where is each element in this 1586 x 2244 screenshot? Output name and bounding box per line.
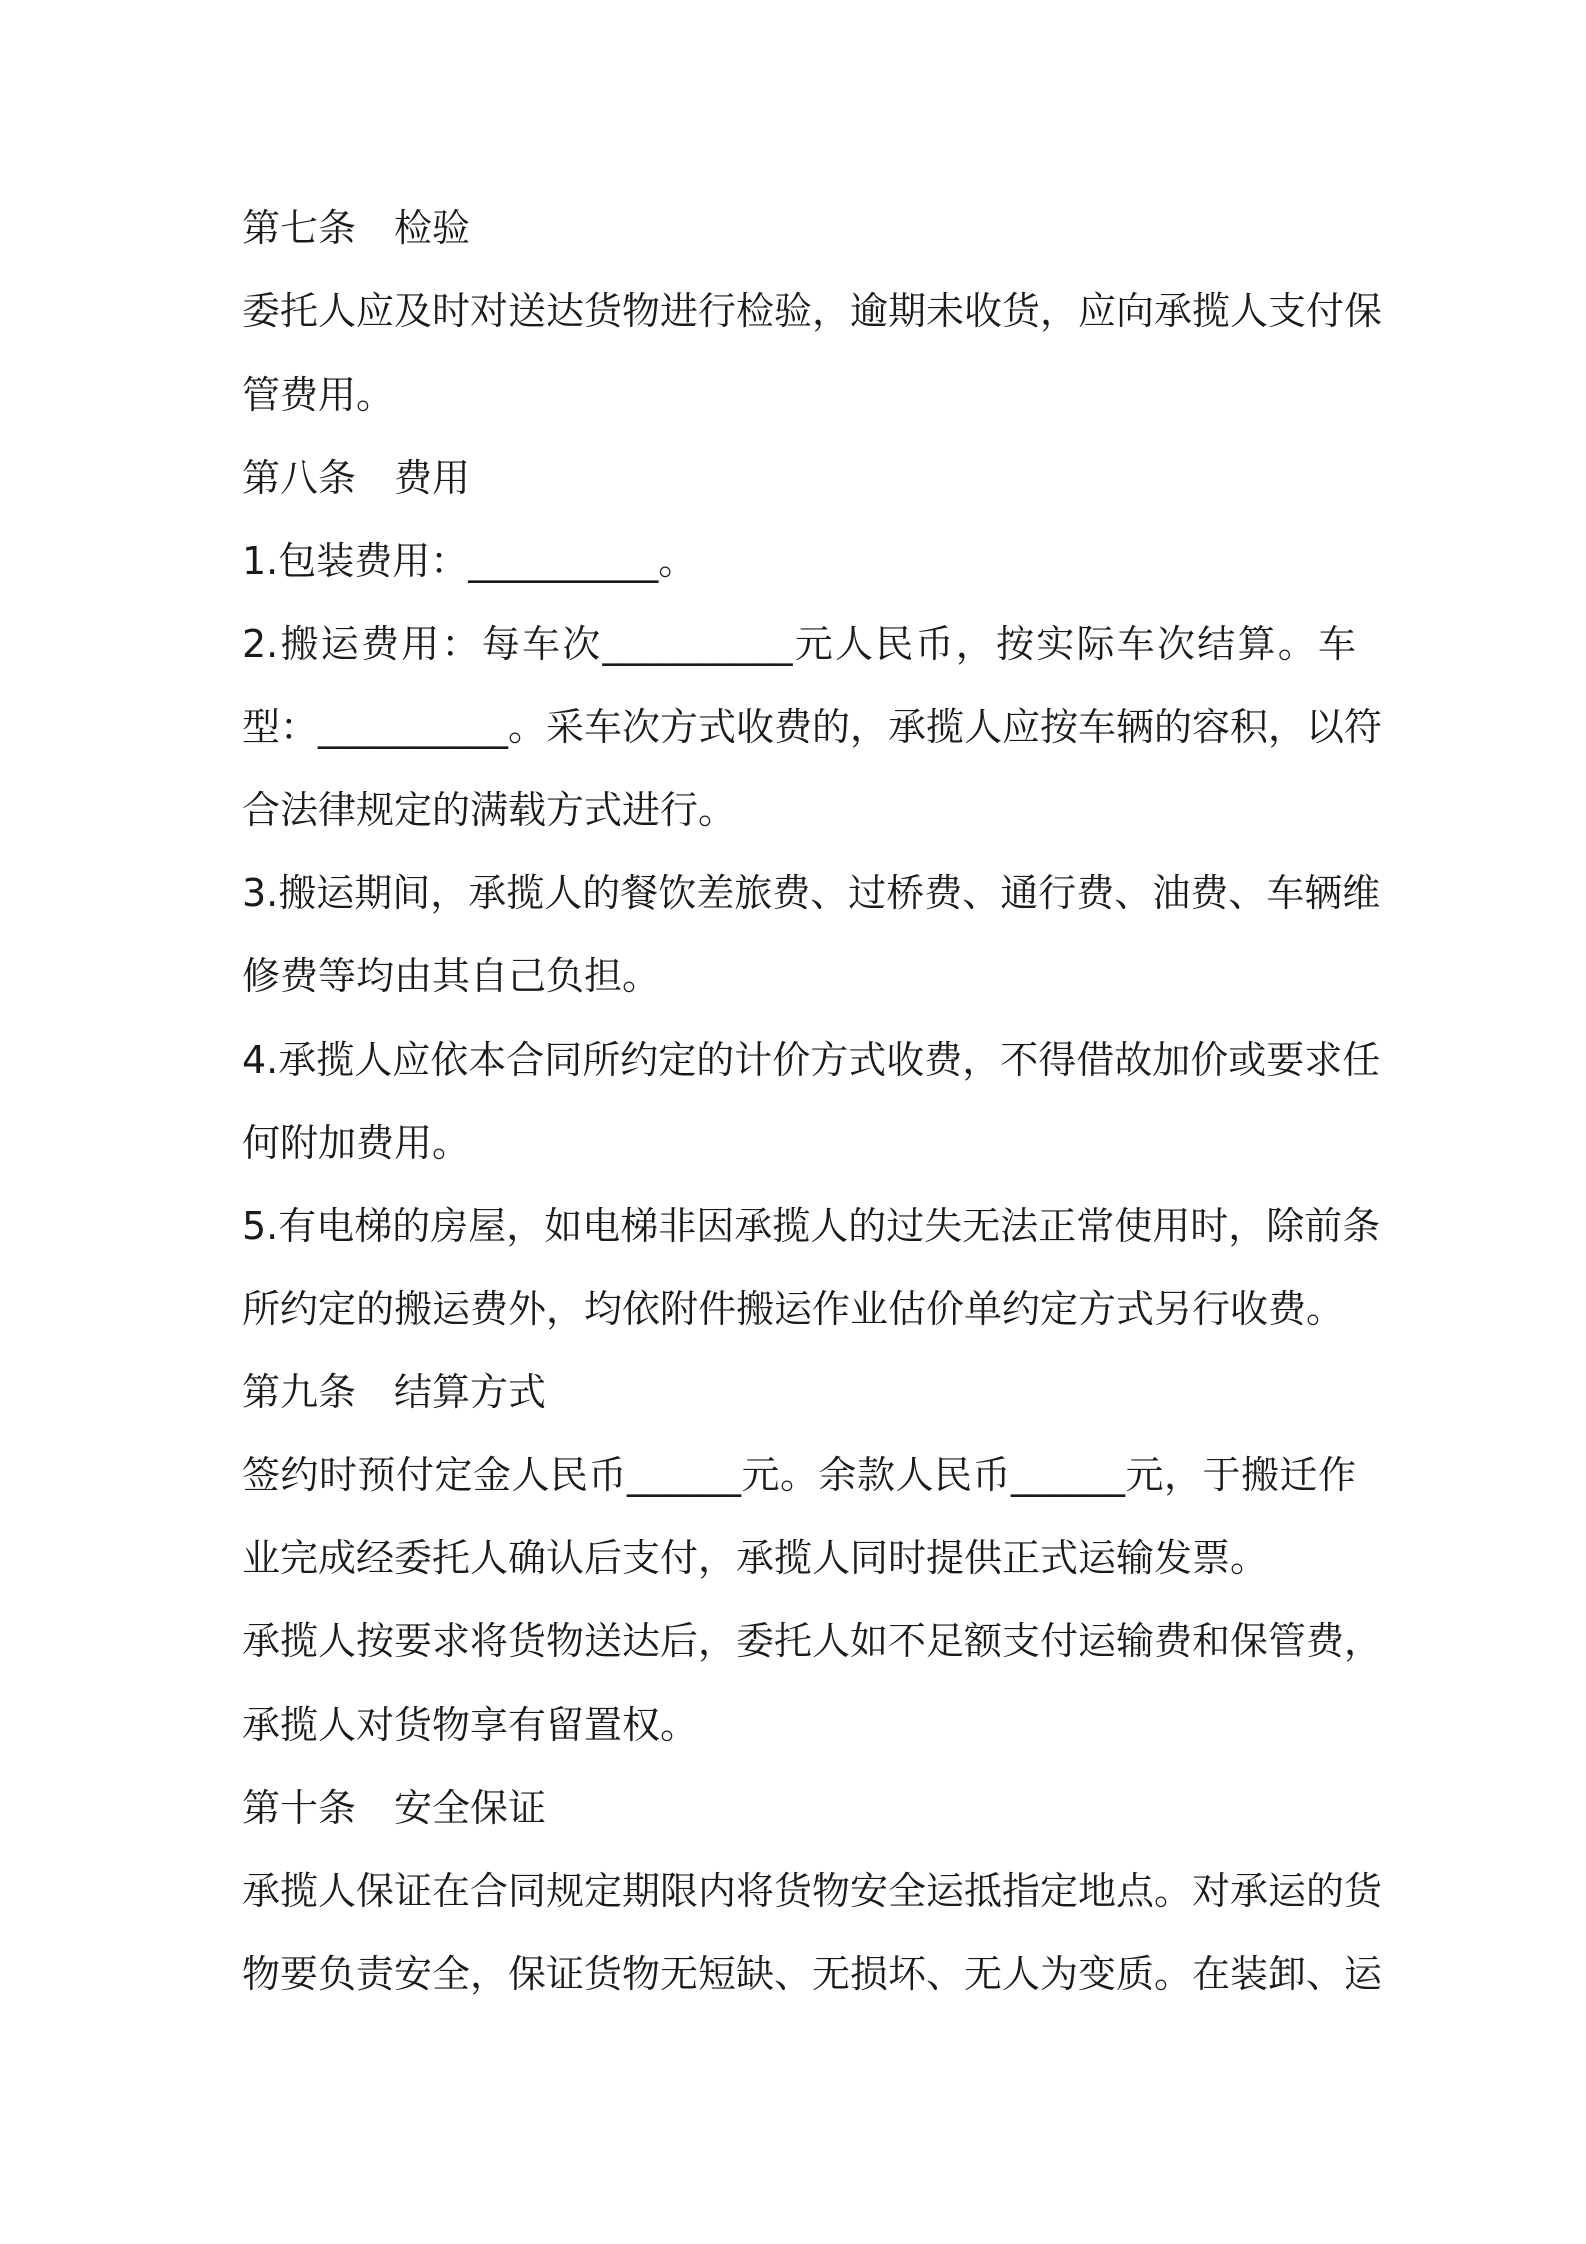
article-8-heading: 第八条 费用 — [242, 456, 471, 500]
article-9-paragraph-line: 承揽人对货物享有留置权。 — [242, 1703, 699, 1747]
article-9-paragraph-line: 签约时预付定金人民币______元。余款人民币______元，于搬迁作 — [242, 1453, 1356, 1497]
article-8-item-3-line: 3.搬运期间，承揽人的餐饮差旅费、过桥费、通行费、油费、车辆维 — [242, 871, 1381, 915]
article-8-item-2-line: 型：__________。采车次方式收费的，承揽人应按车辆的容积，以符 — [242, 705, 1383, 749]
article-10-paragraph-line: 承揽人保证在合同规定期限内将货物安全运抵指定地点。对承运的货 — [242, 1869, 1383, 1913]
article-8-item-2-line: 2.搬运费用：每车次__________元人民币，按实际车次结算。车 — [242, 622, 1356, 666]
article-9-paragraph-line: 业完成经委托人确认后支付，承揽人同时提供正式运输发票。 — [242, 1536, 1269, 1580]
article-9-heading: 第九条 结算方式 — [242, 1370, 547, 1414]
article-8-item-3-line: 修费等均由其自己负担。 — [242, 954, 661, 998]
article-8-item-5-line: 5.有电梯的房屋，如电梯非因承揽人的过失无法正常使用时，除前条 — [242, 1204, 1381, 1248]
article-8-item-5-line: 所约定的搬运费外，均依附件搬运作业估价单约定方式另行收费。 — [242, 1287, 1345, 1331]
article-10-heading: 第十条 安全保证 — [242, 1786, 547, 1830]
article-8-item-1: 1.包装费用：__________。 — [242, 539, 697, 583]
article-7-paragraph-line: 管费用。 — [242, 373, 395, 417]
article-7-heading: 第七条 检验 — [242, 206, 471, 250]
article-9-paragraph-line: 承揽人按要求将货物送达后，委托人如不足额支付运输费和保管费， — [242, 1619, 1383, 1663]
article-7-paragraph-line: 委托人应及时对送达货物进行检验，逾期未收货，应向承揽人支付保 — [242, 289, 1383, 333]
article-10-paragraph-line: 物要负责安全，保证货物无短缺、无损坏、无人为变质。在装卸、运 — [242, 1952, 1383, 1996]
article-8-item-4-line: 4.承揽人应依本合同所约定的计价方式收费，不得借故加价或要求任 — [242, 1038, 1381, 1082]
article-8-item-4-line: 何附加费用。 — [242, 1121, 471, 1165]
article-8-item-2-line: 合法律规定的满载方式进行。 — [242, 788, 737, 832]
